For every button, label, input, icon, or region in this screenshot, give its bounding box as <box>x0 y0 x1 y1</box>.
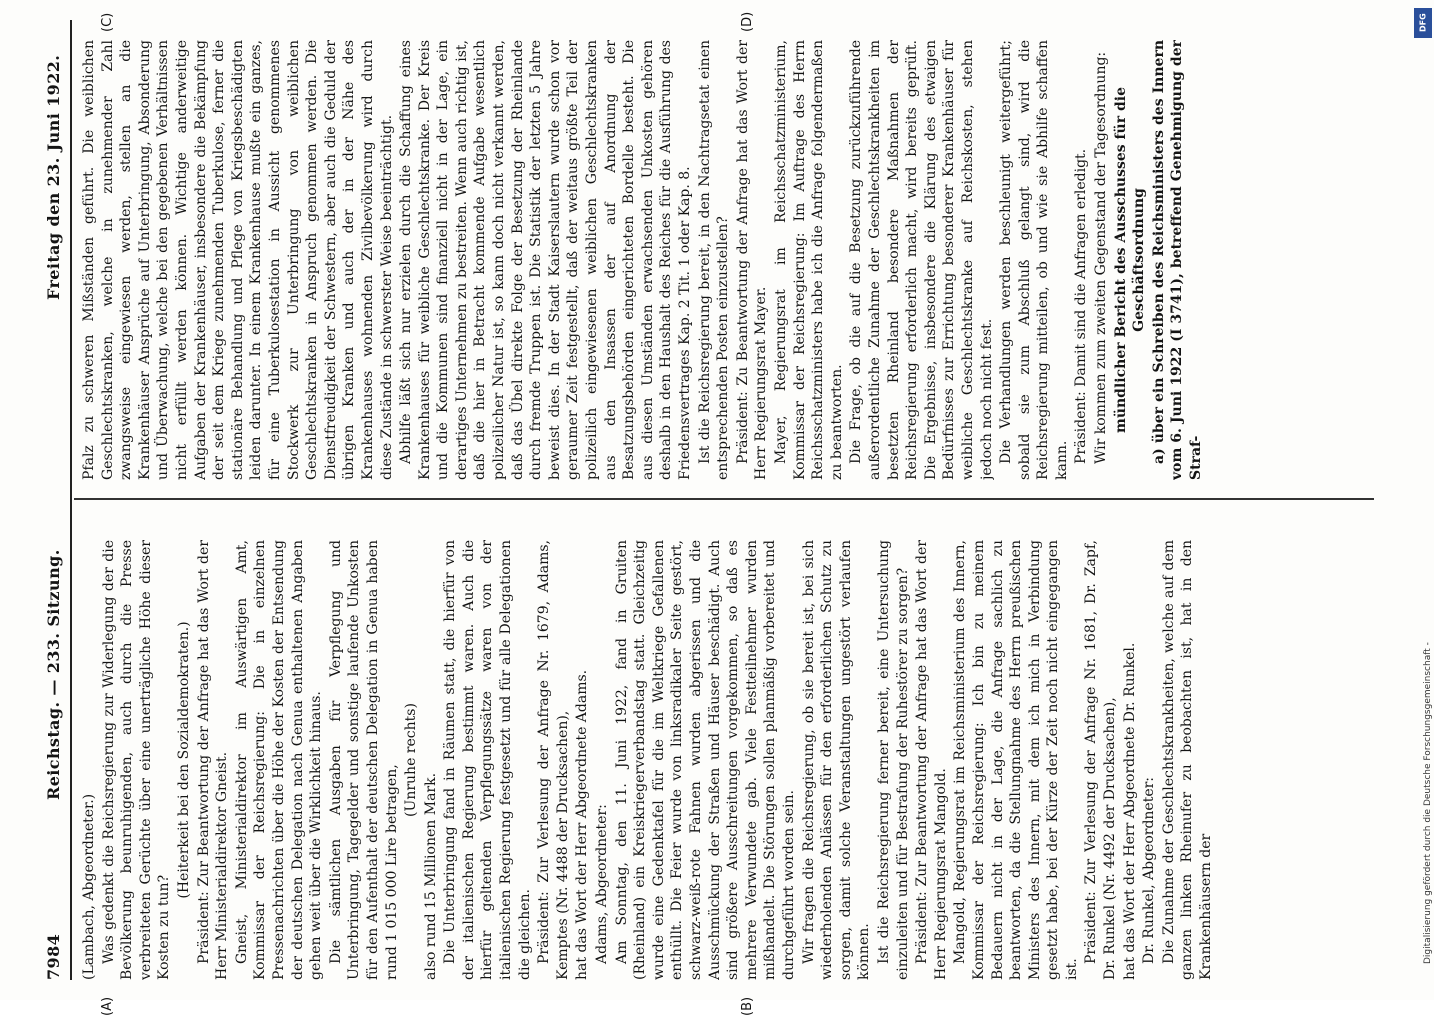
paragraph: Mangold, Regierungsrat im Reichsministerium des Innern, Kommissar der Reichsregierung: Ich bin zu meinem Bedauern nicht in der Lage, die Anfrage sachlich zu beantworten, da die Stellungnahme des Herrn preußischen Ministers des Innern, mit dem ich mich in Verbindung gesetzt habe, bei der Kürze der Zeit noch nicht eingegangen ist. <box>952 540 1080 980</box>
digitization-credit: Digitalisierung gefördert durch die Deutsche Forschungsgemeinschaft - <box>1423 642 1433 964</box>
interjection: (Unruhe rechts) <box>403 703 420 817</box>
document-page <box>40 11 1380 1016</box>
right-column <box>80 40 1370 480</box>
speaker-intro: Adams, Abgeordneter: <box>594 804 611 964</box>
paragraph: Am Sonntag, den 11. Juni 1922, fand in Gruiten (Rheinland) ein Kreiskriegerverbandstag statt. Gleichzeitig wurde eine Gedenktafel für die im Weltkriege Gefallenen enthüllt. Die Feier wurde von linksradikaler Seite gestört, schwarz-weiß-rote Fahnen wurden abgerissen und die Ausschmückung der Straßen und Häuser beschädigt. Auch sind größere Ausschreitungen vorgekommen, so daß es mehrere Verwundete gab. Viele Festteilnehmer wurden mißhandelt. Die Störungen sollen planmäßig vorbereitet und durchgeführt worden sein. <box>613 540 797 980</box>
margin-marker-a: (A) <box>100 996 115 1016</box>
paragraph: Wir fragen die Reichsregierung, ob sie bereit ist, bei sich wiederholenden Anlässen für den erforderlichen Schutz zu sorgen, damit solche Veranstaltungen ungestört verlaufen können. <box>800 540 873 980</box>
paragraph: Die Zunahme der Geschlechtskrankheiten, welche auf dem ganzen linken Rheinufer zu beobachten ist, hat in den Krankenhäusern der <box>1160 540 1215 980</box>
paragraph: Ist die Reichsregierung ferner bereit, eine Untersuchung einzuleiten und für Bestrafung der Ruhestörer zu sorgen? <box>875 540 911 980</box>
paragraph: Präsident: Zur Beantwortung der Anfrage hat das Wort der Herr Ministerialdirektor Gneist. <box>195 540 231 980</box>
paragraph: Pfalz zu schweren Mißständen geführt. Die weiblichen Geschlechtskranken, welche in zunehmender Zahl zwangsweise eingewiesen werden, stellen an die Krankenhäuser Ansprüche auf Unterbringung, Absonderung und Überwachung, welche bei den gegebenen Verhältnissen nicht erfüllt werden können. Wichtige anderweitige Aufgaben der Krankenhäuser, insbesondere die Bekämpfung der seit dem Kriege zunehmenden Tuberkulose, ferner die stationäre Behandlung und Pflege von Kriegsbeschädigten leiden darunter. In einem Krankenhause mußte ein ganzes, für eine Tuberkulosestation in Aussicht genommenes Stockwerk zur Unterbringung von weiblichen Geschlechtskranken in Anspruch genommen werden. Die Dienstfreudigkeit der Schwestern, aber auch die Geduld der übrigen Kranken und auch der in der Nähe des Krankenhauses wohnenden Zivilbevölkerung wird durch diese Zustände in schwerster Weise beeinträchtigt. <box>81 40 395 480</box>
header-rule <box>70 20 72 980</box>
paragraph: Die Unterbringung fand in Räumen statt, die hierfür von der italienischen Regierung bestimmt waren. Auch die hierfür geltenden Verpflegungssätze waren von der italienischen Regierung festgesetzt und für alle Delegationen die gleichen. <box>442 540 533 980</box>
paragraph: Abhilfe läßt sich nur erzielen durch die Schaffung eines Krankenhauses für weibliche Geschlechtskranke. Der Kreis und die Kommunen sind finanziell nicht in der Lage, ein derartiges Unternehmen zu bestreiten. Wenn auch richtig ist, daß die hier in Betracht kommende Aufgabe wesentlich polizeilicher Natur ist, so kann doch nicht verkannt werden, daß das Übel direkte Folge der Besetzung der Rheinlande durch fremde Truppen ist. Die Statistik der letzten 5 Jahre beweist dies. In der Stadt Kaiserslautern wurde schon vor geraumer Zeit festgestellt, daß der weitaus größte Teil der polizeilich eingewiesenen weiblichen Geschlechtskranken aus den Insassen der auf Anordnung der Besatzungsbehörden eingerichteten Bordelle besteht. Die aus diesen Umständen erwachsenden Unkosten gehören deshalb in den Haushalt des Reiches für die Ausführung des Friedensvertrages Kap. 2 Tit. 1 oder Kap. 8. <box>398 40 693 480</box>
paragraph: Präsident: Damit sind die Anfragen erledigt. <box>1073 148 1090 464</box>
paragraph: Ist die Reichsregierung bereit, in den Nachtragsetat einen entsprechenden Posten einzustellen? <box>696 40 732 480</box>
speaker-intro: Dr. Runkel, Abgeordneter: <box>1141 776 1158 964</box>
agenda-item: a) über ein Schreiben des Reichsministers des Innern vom 6. Juni 1922 (I 3741), betreffend Genehmigung der Straf- <box>1150 40 1205 480</box>
paragraph: Präsident: Zur Beantwortung der Anfrage hat das Wort der Herr Regierungsrat Mangold. <box>914 540 949 980</box>
dfg-logo: DFG <box>1414 8 1432 38</box>
paragraph: Gneist, Ministerialdirektor im Auswärtigen Amt, Kommissar der Reichsregierung: Die in einzelnen Pressenachrichten über die Höhe der Kosten der Entsendung der deutschen Delegation nach Genua enthaltenen Angaben gehen weit über die Wirklichkeit hinaus. <box>233 540 325 980</box>
paragraph: Präsident: Zur Verlesung der Anfrage Nr. 1681, Dr. Zapf, Dr. Runkel (Nr. 4492 der Drucksachen), <box>1083 540 1119 980</box>
paragraph: hat das Wort der Herr Abgeordnete Adams. <box>574 669 591 980</box>
paragraph: Präsident: Zu Beantwortung der Anfrage hat das Wort der Herr Regierungsrat Mayer. <box>734 40 770 480</box>
paragraph: Mayer, Regierungsrat im Reichsschatzministerium, Kommissar der Reichsregierung: Im Auftrage des Herrn Reichsschatzministers habe ich die Anfrage folgendermaßen zu beantworten. <box>772 40 845 480</box>
margin-marker-b: (B) <box>740 996 755 1016</box>
page-number: 7984 <box>44 933 63 980</box>
left-column <box>80 540 1370 980</box>
margin-marker-c: (C) <box>100 12 115 32</box>
margin-marker-d: (D) <box>740 11 755 32</box>
page-header <box>40 20 70 980</box>
paragraph: Die sämtlichen Ausgaben für Verpflegung und Unterbringung, Tagegelder und sonstige laufende Unkosten für den Aufenthalt der deutschen Delegation in Genua haben rund 1 015 000 Lire betragen, <box>327 540 400 980</box>
session-title: Reichstag. — 233. Sitzung. <box>44 549 63 800</box>
paragraph: also rund 15 Millionen Mark. <box>422 772 439 980</box>
paragraph: Wir kommen zum zweiten Gegenstand der Tagesordnung: <box>1093 51 1110 464</box>
paragraph: Was gedenkt die Reichsregierung zur Widerlegung der die Bevölkerung beunruhigenden, auch durch die Presse verbreiteten Gerüchte über eine unerträgliche Höhe dieser Kosten zu tun? <box>100 540 173 980</box>
paragraph: Die Frage, ob die auf die Besetzung zurückzuführende außerordentliche Zunahme der Geschlechtskrankheiten im besetzten Rheinland besondere Maßnahmen der Reichsregierung erforderlich macht, wird bereits geprüft. Die Ergebnisse, insbesondere die Klärung des etwaigen Bedürfnisses zur Errichtung besonderer Krankenhäuser für weibliche Geschlechtskranke auf Reichskosten, stehen jedoch noch nicht fest. <box>848 40 995 480</box>
speaker-continuation: (Lambach, Abgeordneter.) <box>81 793 97 980</box>
paragraph: Präsident: Zur Verlesung der Anfrage Nr. 1679, Adams, Kemptes (Nr. 4488 der Drucksachen), <box>536 540 571 980</box>
column-divider <box>74 498 1374 500</box>
agenda-heading: mündlicher Bericht des Ausschusses für die Geschäftsordnung <box>1112 87 1148 433</box>
paragraph: hat das Wort der Herr Abgeordnete Dr. Runkel. <box>1121 642 1138 980</box>
paragraph: Die Verhandlungen werden beschleunigt weitergeführt; sobald sie zum Abschluß gelangt sind, wird die Reichsregierung mitteilen, ob und wie sie Abhilfe schaffen kann. <box>998 40 1070 480</box>
session-date: Freitag den 23. Juni 1922. <box>44 54 63 300</box>
interjection: (Heiterkeit bei den Sozialdemokraten.) <box>175 621 192 899</box>
